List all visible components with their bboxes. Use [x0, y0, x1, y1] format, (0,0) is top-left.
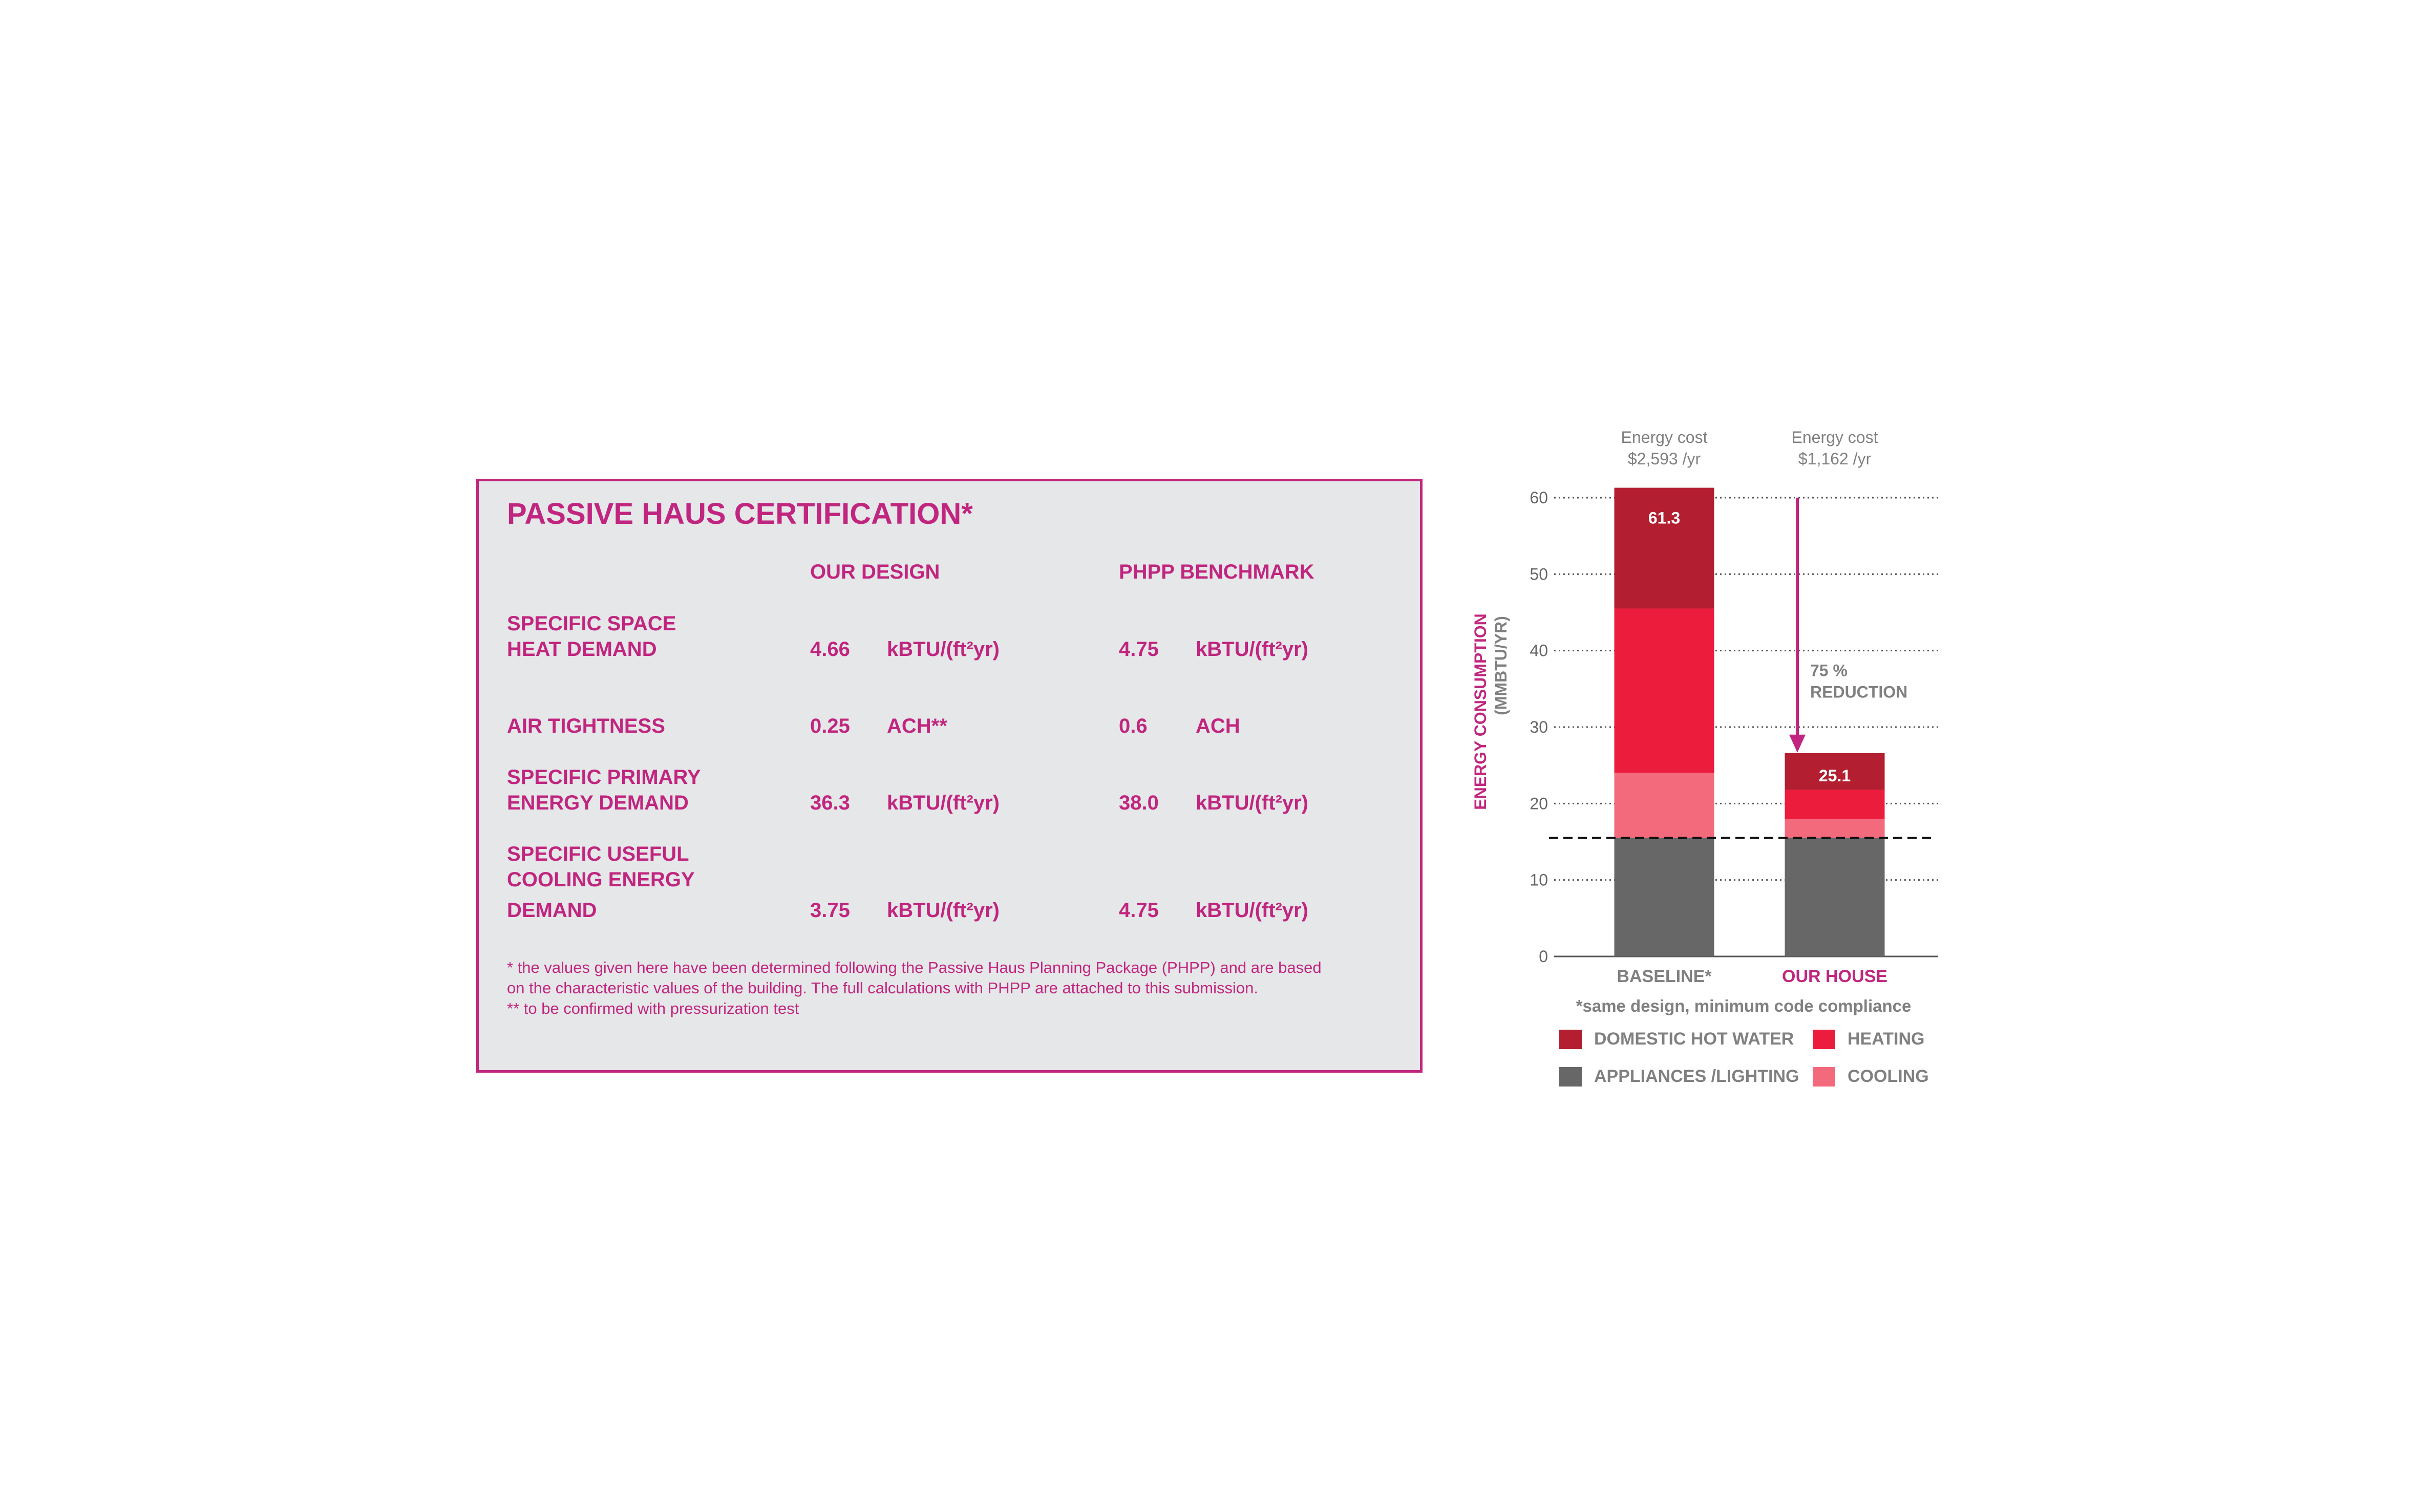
y-axis-unit: (MMBTU/YR) — [1492, 616, 1510, 715]
bar-segment-appliances-lighting — [1785, 838, 1885, 956]
legend-item-cooling: COOLING — [1813, 1067, 1929, 1087]
energy-cost-value: $2,593 /yr — [1627, 450, 1701, 468]
legend-swatch — [1559, 1030, 1582, 1049]
certification-panel — [476, 479, 1423, 1073]
chart-footnote: *same design, minimum code compliance — [1576, 996, 1912, 1015]
bar-segment-heating — [1785, 790, 1885, 819]
category-label: BASELINE* — [1617, 967, 1712, 986]
primary-energy-design-value: 36.3 — [810, 792, 850, 814]
legend-swatch — [1813, 1030, 1835, 1049]
space-heat-design-value: 4.66 — [810, 638, 850, 661]
footnotes — [507, 957, 1408, 1019]
y-tick-label: 20 — [1530, 794, 1548, 813]
energy-chart — [1459, 420, 1971, 1101]
reduction-label: 75 % — [1810, 661, 1848, 680]
legend-item-domestic-hot-water: DOMESTIC HOT WATER — [1559, 1029, 1794, 1049]
footnote-line: * the values given here have been determined following the Passive Haus Planning Package (PHPP) and are based — [507, 959, 1322, 976]
bar-segment-domestic-hot-water — [1615, 488, 1714, 609]
reduction-arrow-head — [1789, 735, 1806, 753]
space-heat-benchmark-value: 4.75 — [1119, 638, 1159, 661]
bar-segment-cooling — [1785, 819, 1885, 838]
row-label-space-heat: SPECIFIC SPACE HEAT DEMAND — [507, 612, 676, 661]
air-tightness-design-value: 0.25 — [810, 715, 850, 737]
certification-title: PASSIVE HAUS CERTIFICATION* — [507, 497, 973, 530]
legend-item-heating: HEATING — [1813, 1029, 1924, 1049]
row-label-primary-energy: SPECIFIC PRIMARY ENERGY DEMAND — [507, 766, 701, 814]
air-tightness-design-unit: ACH** — [887, 715, 947, 737]
primary-energy-design-unit: kBTU/(ft²yr) — [887, 792, 1000, 814]
y-tick-label: 50 — [1530, 565, 1548, 584]
primary-energy-benchmark-value: 38.0 — [1119, 792, 1159, 814]
footnote-line: ** to be confirmed with pressurization test — [507, 999, 799, 1017]
y-tick-label: 0 — [1539, 947, 1548, 966]
y-tick-label: 30 — [1530, 718, 1548, 736]
y-tick-label: 40 — [1530, 641, 1548, 660]
column-header-our-design: OUR DESIGN — [810, 561, 940, 583]
y-tick-label: 10 — [1530, 870, 1548, 889]
row-label-air-tightness: AIR TIGHTNESS — [507, 715, 665, 737]
space-heat-benchmark-unit: kBTU/(ft²yr) — [1196, 638, 1308, 661]
primary-energy-benchmark-unit: kBTU/(ft²yr) — [1196, 792, 1308, 814]
energy-cost-label: Energy cost — [1791, 428, 1878, 446]
bar-segment-cooling — [1615, 773, 1714, 838]
cooling-energy-benchmark-value: 4.75 — [1119, 899, 1159, 922]
column-header-phpp-benchmark: PHPP BENCHMARK — [1119, 561, 1314, 583]
space-heat-design-unit: kBTU/(ft²yr) — [887, 638, 1000, 661]
legend-item-appliances-lighting: APPLIANCES /LIGHTING — [1559, 1067, 1799, 1087]
y-axis-title: ENERGY CONSUMPTION — [1471, 613, 1490, 810]
bar-total-label: 61.3 — [1648, 508, 1681, 527]
row-label-cooling-energy: SPECIFIC USEFUL COOLING ENERGY DEMAND — [507, 843, 695, 922]
bar-segment-appliances-lighting — [1615, 838, 1714, 956]
cooling-energy-design-value: 3.75 — [810, 899, 850, 922]
bar-segment-heating — [1615, 609, 1714, 773]
legend-swatch — [1813, 1067, 1835, 1087]
energy-cost-value: $1,162 /yr — [1798, 450, 1872, 468]
footnote-line: on the characteristic values of the building. The full calculations with PHPP are attached to this submission. — [507, 979, 1258, 997]
reduction-label: REDUCTION — [1810, 683, 1908, 701]
legend-swatch — [1559, 1067, 1582, 1087]
y-tick-label: 60 — [1530, 488, 1548, 507]
air-tightness-benchmark-value: 0.6 — [1119, 715, 1148, 737]
energy-cost-label: Energy cost — [1621, 428, 1708, 446]
cooling-energy-benchmark-unit: kBTU/(ft²yr) — [1196, 899, 1308, 922]
cooling-energy-design-unit: kBTU/(ft²yr) — [887, 899, 1000, 922]
air-tightness-benchmark-unit: ACH — [1196, 715, 1240, 737]
bar-total-label: 25.1 — [1818, 766, 1851, 785]
category-label: OUR HOUSE — [1782, 967, 1887, 986]
